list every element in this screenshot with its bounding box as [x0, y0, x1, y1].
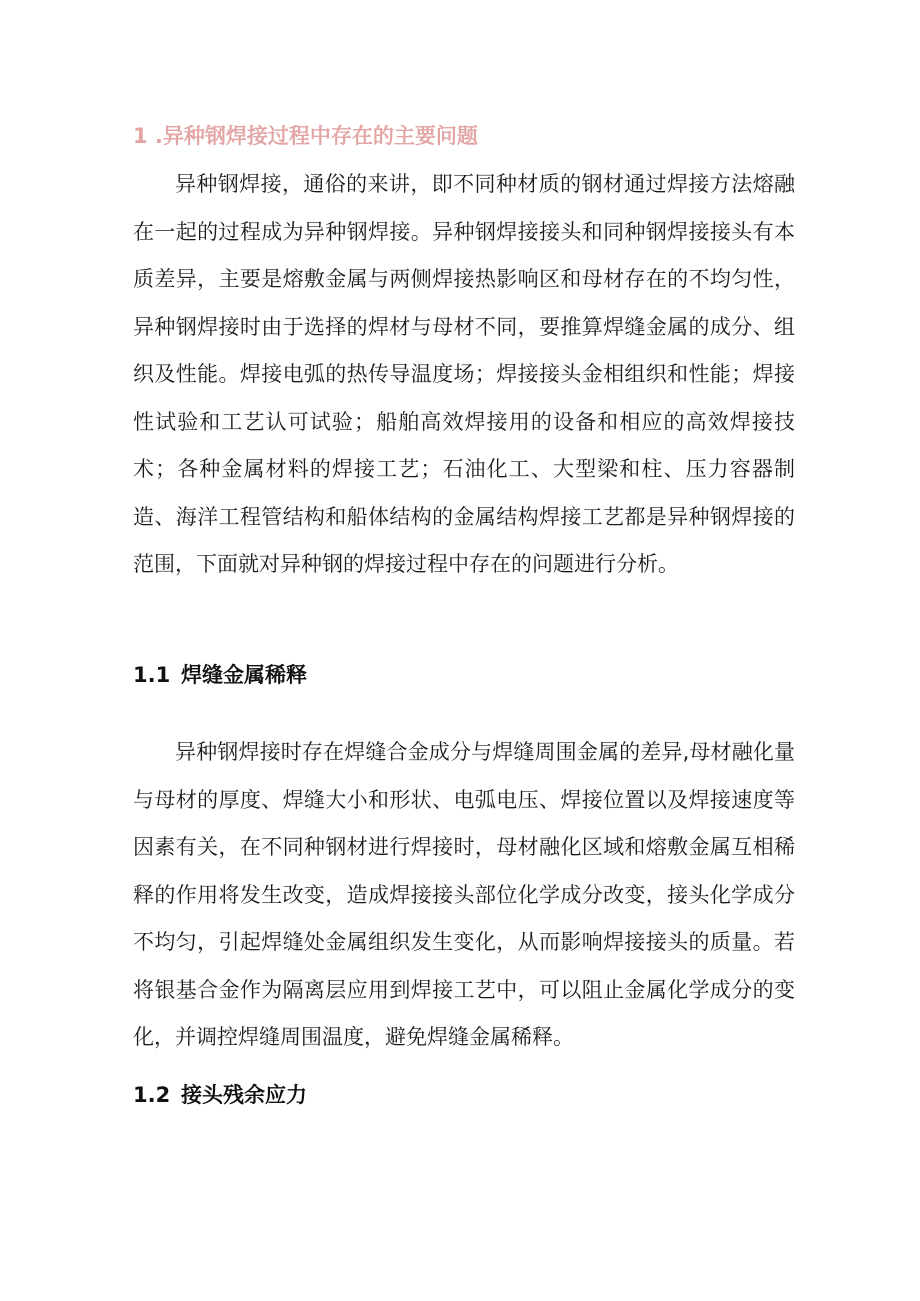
section-number: 1.2 — [133, 1083, 171, 1107]
section-1-1-paragraph: 异种钢焊接时存在焊缝合金成分与焊缝周围金属的差异,母材融化量与母材的厚度、焊缝大小和形状、电弧电压、焊接位置以及焊接速度等因素有关，在不同种钢材进行焊接时，母材融化区域和熔敷金属互相稀释的作用将发生改变，造成焊接接头部位化学成分改变，接头化学成分不均匀，引起焊缝处金属组织发生变化，从而影响焊接接头的质量。若将银基合金作为隔离层应用到焊接工艺中，可以阻止金属化学成分的变化，并调控焊缝周围温度，避免焊缝金属稀释。 — [133, 740, 795, 1049]
section-number: 1.1 — [133, 663, 171, 687]
section-heading-1-1 — [133, 657, 307, 693]
section-title: 焊缝金属稀释 — [181, 663, 307, 687]
section-heading-1-2 — [133, 1077, 307, 1113]
intro-paragraph: 异种钢焊接，通俗的来讲，即不同种材质的钢材通过焊接方法熔融在一起的过程成为异种钢焊接。异种钢焊接接头和同种钢焊接接头有本质差异，主要是熔敷金属与两侧焊接热影响区和母材存在的不均匀性，异种钢焊接时由于选择的焊材与母材不同，要推算焊缝金属的成分、组织及性能。焊接电弧的热传导温度场；焊接接头金相组织和性能；焊接性试验和工艺认可试验；船舶高效焊接用的设备和相应的高效焊接技术；各种金属材料的焊接工艺；石油化工、大型梁和柱、压力容器制造、海洋工程管结构和船体结构的金属结构焊接工艺都是异种钢焊接的范围，下面就对异种钢的焊接过程中存在的问题进行分析。 — [133, 172, 795, 576]
section-title: 接头残余应力 — [181, 1083, 307, 1107]
main-heading: 1 .异种钢焊接过程中存在的主要问题 — [133, 124, 478, 148]
